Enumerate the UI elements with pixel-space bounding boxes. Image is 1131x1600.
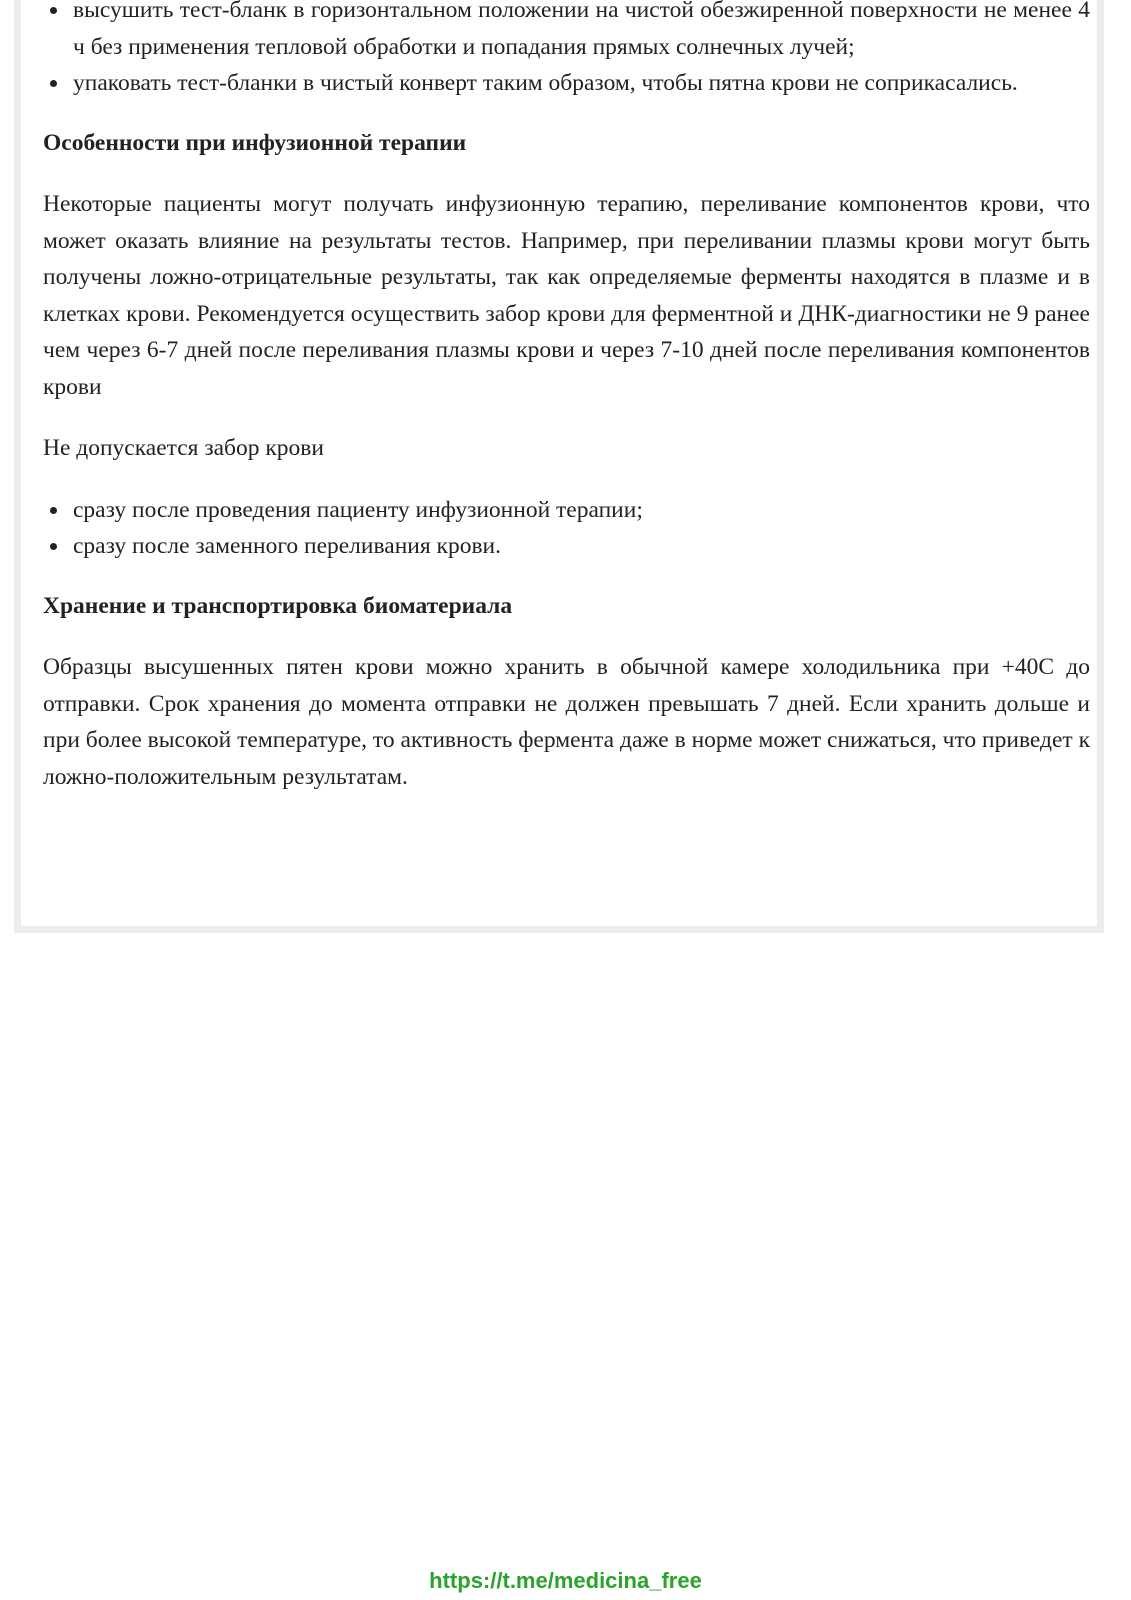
drying-steps-list bbox=[43, 0, 1090, 102]
content-panel bbox=[14, 0, 1104, 933]
list-item: сразу после заменного переливания крови. bbox=[73, 528, 1090, 565]
telegram-link[interactable]: https://t.me/medicina_free bbox=[429, 1568, 702, 1593]
list-item: высушить тест-бланк в горизонтальном положении на чистой обезжиренной поверхности не менее 4 ч без применения тепловой обработки и попадания прямых солнечных лучей; bbox=[73, 0, 1090, 65]
document-body bbox=[43, 0, 1090, 795]
storage-paragraph: Образцы высушенных пятен крови можно хранить в обычной камере холодильника при +40С до отправки. Срок хранения до момента отправки не должен превышать 7 дней. Если хранить дольше и при более высокой температуре, то активность фермента даже в норме может снижаться, что приведет к ложно-положительным результатам. bbox=[43, 654, 1090, 790]
infusion-paragraph: Некоторые пациенты могут получать инфузионную терапию, переливание компонентов крови, что может оказать влияние на результаты тестов. Например, при переливании плазмы крови могут быть получены ложно-отрицательные результаты, так как определяемые ферменты находятся в плазме и в клетках крови. Рекомендуется осуществить забор крови для ферментной и ДНК-диагностики не 9 ранее чем через 6-7 дней после переливания плазмы крови и через 7-10 дней после переливания компонентов крови bbox=[43, 191, 1090, 400]
list-item: упаковать тест-бланки в чистый конверт таким образом, чтобы пятна крови не соприкасались. bbox=[73, 65, 1090, 102]
list-item: сразу после проведения пациенту инфузионной терапии; bbox=[73, 492, 1090, 529]
blood-draw-restriction-intro: Не допускается забор крови bbox=[43, 435, 324, 461]
restriction-list bbox=[43, 492, 1090, 565]
section-heading-infusion: Особенности при инфузионной терапии bbox=[43, 129, 467, 156]
section-heading-storage: Хранение и транспортировка биоматериала bbox=[43, 592, 513, 619]
